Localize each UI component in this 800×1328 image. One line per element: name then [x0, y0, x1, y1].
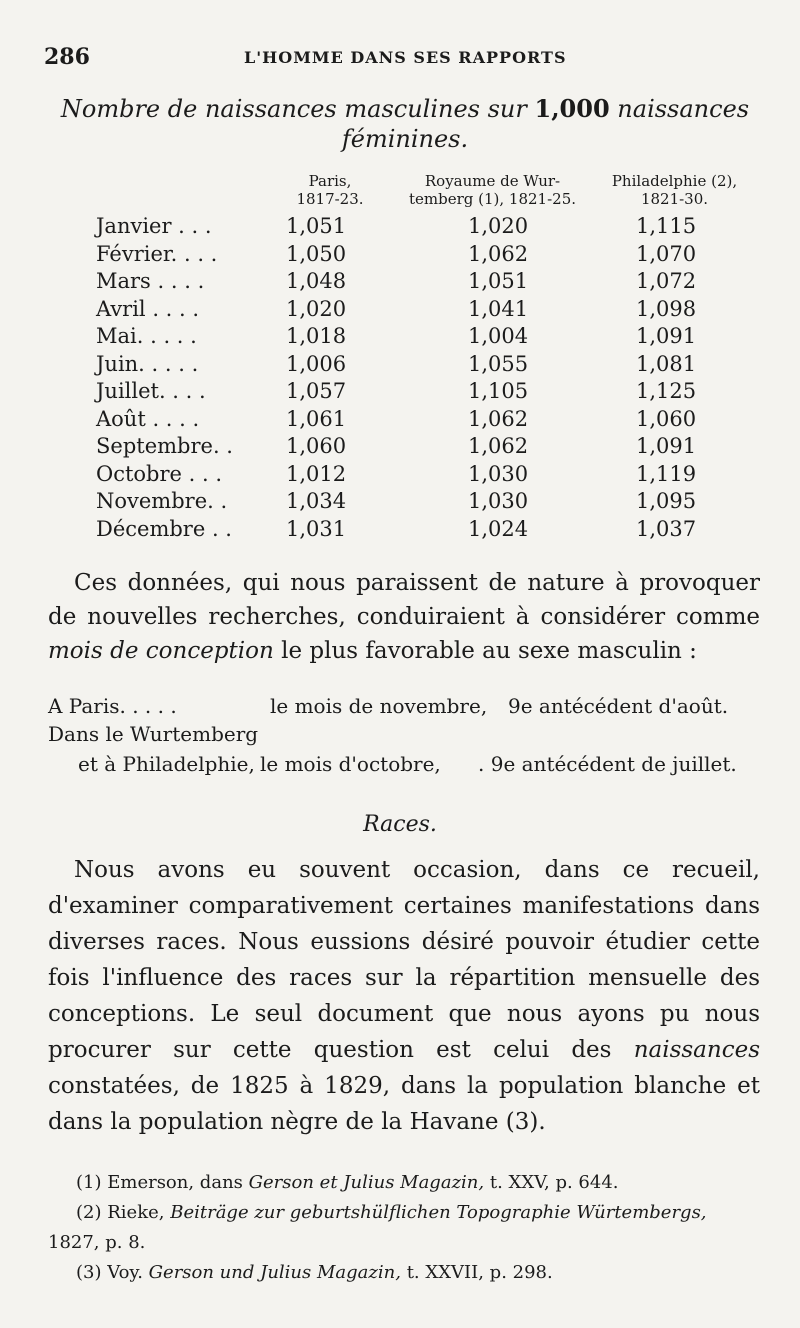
footnote-1: (1) Emerson, dans Gerson et Julius Magazin, t. XXV, p. 644. [76, 1172, 619, 1193]
philadelphia-cell: 1,072 [636, 269, 697, 293]
table-row [96, 352, 756, 380]
wurtemberg-cell: 1,062 [468, 406, 529, 431]
book-page: 286 L'HOMME DANS SES RAPPORTS Nombre de naissances masculines sur 1,000 naissances féminines. Paris, 1817-23. Royaume de Wur- temberg (1), 1821-25. Philadelphie (2), 1821-30. Janvier . . . 1,051 1,020 1,115 Février. . . . 1,050 1,062 1,070 Mars . . . . 1,048 1,051 1,072 Avril . . . . 1,020 1,041 1,098 Mai. . . . . 1,018 1,004 1,091 Juin. . . . . 1,006 1,055 1,081 Juillet. . . . 1,057 1,105 1,125 Août . . . . 1,061 1,062 1,060 Septembre. . 1,060 1,062 1,091 Octobre . . . 1,012 1,030 1,119 Novembre. . 1,034 1,030 1,095 Décembre . . 1,031 1,024 1,037 Ces données, qui nous paraissent de nature à provoquer de nouvelles recherches, conduiraient à considérer comme mois de conception le plus favorable au sexe masculin : A Paris. . . . . le mois de novembre, 9e antécédent d'août. Dans le Wurtemberg et à Philadelphie, le mois d'octobre, . 9e antécédent de juillet. Races. Nous avons eu souvent occasion, dans ce recueil, d'examiner comparativement certaines manifestations dans diverses races. Nous eussions désiré pouvoir étudier cette fois l'influence des races sur la répartition mensuelle des conceptions. Le seul document que nous ayons pu nous procurer sur cette question est celui des naissances constatées, de 1825 à 1829, dans la population blanche et dans la population nègre de la Havane (3). (1) Emerson, dans Gerson et Julius Magazin, t. XXV, p. 644. (2) Rieke, Beiträge zur geburtshülflichen Topographie Würtembergs, 1827, p. 8. (3) Voy. Gerson und Julius Magazin, t. XXVII, p. 298. [0, 0, 800, 1328]
wurtemberg-cell: 1,024 [468, 516, 529, 541]
table-row [96, 434, 756, 462]
philadelphia-cell: 1,070 [636, 241, 697, 266]
footnote-3: (3) Voy. Gerson und Julius Magazin, t. XXVII, p. 298. [76, 1262, 553, 1283]
philadelphia-cell: 1,091 [636, 324, 697, 348]
philadelphia-cell: 1,060 [636, 406, 697, 431]
philadelphia-cell: 1,098 [636, 296, 697, 321]
month-cell: Juin. . . . . [96, 351, 199, 376]
footnote-2-continued: 1827, p. 8. [48, 1232, 146, 1253]
month-cell: Janvier . . . [96, 214, 212, 238]
philadelphia-cell: 1,119 [636, 461, 697, 486]
wurtemberg-cell: 1,004 [468, 324, 529, 348]
paris-cell: 1,018 [286, 324, 347, 348]
table-row [96, 242, 756, 270]
footnotes [48, 1168, 760, 1288]
table-row [96, 297, 756, 325]
wurtemberg-cell: 1,020 [468, 214, 529, 238]
table-row [96, 214, 756, 242]
month-cell: Septembre. . [96, 434, 233, 458]
wurtemberg-cell: 1,062 [468, 434, 529, 458]
table-title-line2: féminines. [341, 125, 469, 153]
table-title-line1-end: naissances [617, 95, 750, 123]
wurtemberg-cell: 1,055 [468, 351, 529, 376]
paris-cell: 1,057 [286, 379, 347, 403]
table-title-line1: Nombre de naissances masculines sur [60, 95, 527, 123]
paris-cell: 1,034 [286, 489, 347, 513]
column-header-paris: Paris, 1817-23. [296, 172, 364, 208]
page-number: 286 [44, 44, 90, 70]
wurtemberg-cell: 1,030 [468, 461, 529, 486]
paris-cell: 1,051 [286, 214, 347, 238]
philadelphia-cell: 1,095 [636, 489, 697, 513]
table-title [60, 94, 750, 154]
birth-ratio-table [96, 214, 756, 544]
month-cell: Mai. . . . . [96, 324, 197, 348]
column-header-wurtemberg: Royaume de Wur- temberg (1), 1821-25. [408, 172, 577, 208]
paris-cell: 1,020 [286, 296, 347, 321]
table-row [96, 407, 756, 435]
month-cell: Novembre. . [96, 489, 228, 513]
philadelphia-cell: 1,091 [636, 434, 697, 458]
month-cell: Février. . . . [96, 241, 218, 266]
paris-cell: 1,050 [286, 241, 347, 266]
column-header-philadelphia: Philadelphie (2), 1821-30. [611, 172, 738, 208]
wurtemberg-cell: 1,041 [468, 296, 529, 321]
paragraph-races: Nous avons eu souvent occasion, dans ce recueil, d'examiner comparativement certaines manifestations dans diverses races. Nous eussions désiré pouvoir étudier cette fois l'influence des races sur la répartition mensuelle des conceptions. Le seul document que nous ayons pu nous procurer sur cette question est celui des naissances constatées, de 1825 à 1829, dans la population blanche et dans la population nègre de la Havane (3). [48, 857, 760, 1135]
table-row [96, 462, 756, 490]
wurtemberg-cell: 1,062 [468, 241, 529, 266]
paris-cell: 1,061 [286, 406, 347, 431]
month-cell: Avril . . . . [96, 296, 200, 321]
running-head: L'HOMME DANS SES RAPPORTS [244, 48, 567, 67]
table-row [96, 517, 756, 545]
paris-cell: 1,031 [286, 516, 347, 541]
table-row [96, 379, 756, 407]
philadelphia-cell: 1,037 [636, 516, 697, 541]
page-header [44, 44, 744, 74]
month-cell: Octobre . . . [96, 461, 223, 486]
month-cell: Juillet. . . . [96, 379, 206, 403]
footnote-2: (2) Rieke, Beiträge zur geburtshülflichen Topographie Würtembergs, [76, 1202, 707, 1223]
section-title-races: Races. [363, 812, 437, 837]
paris-cell: 1,012 [286, 461, 347, 486]
wurtemberg-cell: 1,051 [468, 269, 529, 293]
wurtemberg-cell: 1,030 [468, 489, 529, 513]
philadelphia-cell: 1,081 [636, 351, 697, 376]
paris-cell: 1,048 [286, 269, 347, 293]
table-row [96, 269, 756, 297]
paris-cell: 1,060 [286, 434, 347, 458]
paragraph-conception: Ces données, qui nous paraissent de nature à provoquer de nouvelles recherches, conduiraient à considérer comme mois de conception le plus favorable au sexe masculin : [48, 570, 760, 664]
paris-cell: 1,006 [286, 351, 347, 376]
month-cell: Août . . . . [96, 406, 200, 431]
table-row [96, 489, 756, 517]
table-row [96, 324, 756, 352]
philadelphia-cell: 1,115 [636, 214, 697, 238]
philadelphia-cell: 1,125 [636, 379, 697, 403]
month-cell: Décembre . . [96, 516, 232, 541]
wurtemberg-cell: 1,105 [468, 379, 529, 403]
month-cell: Mars . . . . [96, 269, 205, 293]
table-title-number: 1,000 [534, 94, 610, 123]
